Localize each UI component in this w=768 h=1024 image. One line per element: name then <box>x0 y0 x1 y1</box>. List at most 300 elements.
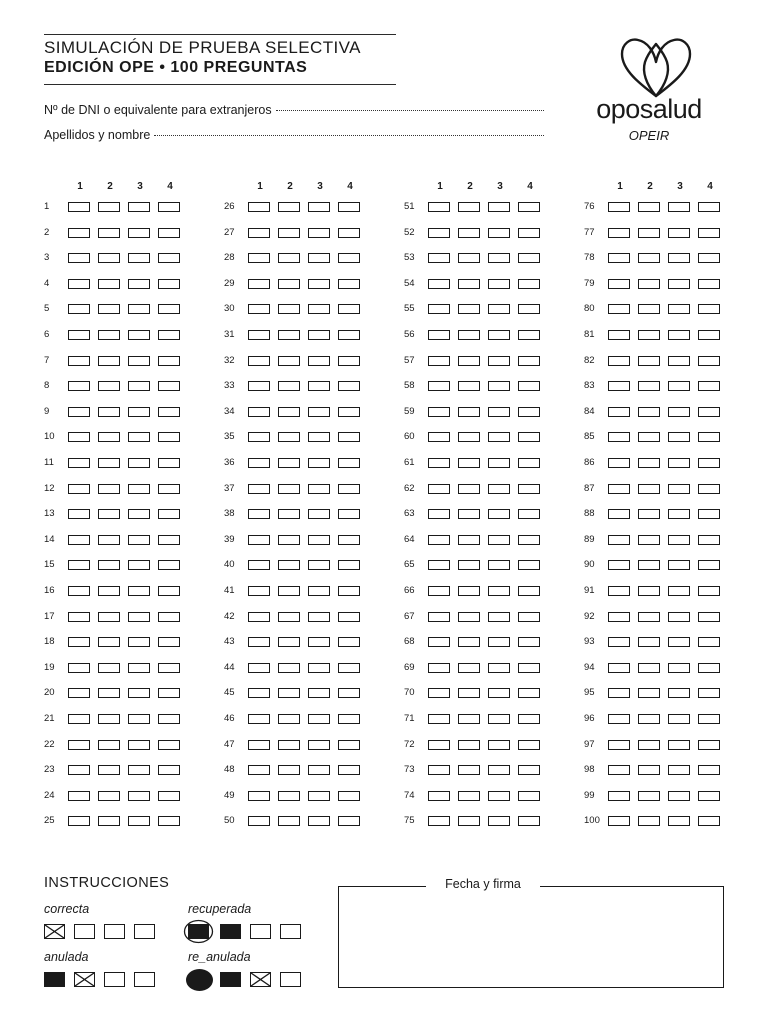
answer-box[interactable] <box>308 304 330 314</box>
answer-box[interactable] <box>338 816 360 826</box>
answer-box[interactable] <box>608 228 630 238</box>
answer-box[interactable] <box>428 253 450 263</box>
answer-box[interactable] <box>698 202 720 212</box>
answer-box[interactable] <box>248 330 270 340</box>
answer-box[interactable] <box>248 304 270 314</box>
answer-box[interactable] <box>338 228 360 238</box>
answer-box[interactable] <box>458 816 480 826</box>
answer-box[interactable] <box>338 509 360 519</box>
answer-box[interactable] <box>608 765 630 775</box>
answer-box[interactable] <box>518 330 540 340</box>
answer-box[interactable] <box>458 484 480 494</box>
answer-box[interactable] <box>458 586 480 596</box>
answer-box[interactable] <box>128 228 150 238</box>
answer-box[interactable] <box>308 484 330 494</box>
answer-box[interactable] <box>128 381 150 391</box>
answer-box[interactable] <box>338 304 360 314</box>
name-field[interactable] <box>44 128 544 142</box>
answer-box[interactable] <box>488 228 510 238</box>
answer-box[interactable] <box>638 279 660 289</box>
answer-box[interactable] <box>488 816 510 826</box>
answer-box[interactable] <box>458 560 480 570</box>
answer-box[interactable] <box>98 228 120 238</box>
answer-box[interactable] <box>158 740 180 750</box>
answer-box[interactable] <box>488 637 510 647</box>
answer-box[interactable] <box>638 714 660 724</box>
answer-box[interactable] <box>668 688 690 698</box>
answer-box[interactable] <box>128 356 150 366</box>
answer-box[interactable] <box>158 330 180 340</box>
answer-box[interactable] <box>338 714 360 724</box>
answer-box[interactable] <box>638 586 660 596</box>
answer-box[interactable] <box>308 330 330 340</box>
answer-box[interactable] <box>98 714 120 724</box>
answer-box[interactable] <box>338 791 360 801</box>
answer-box[interactable] <box>338 663 360 673</box>
answer-box[interactable] <box>278 304 300 314</box>
answer-box[interactable] <box>308 509 330 519</box>
answer-box[interactable] <box>608 637 630 647</box>
answer-box[interactable] <box>638 407 660 417</box>
answer-box[interactable] <box>458 637 480 647</box>
answer-box[interactable] <box>488 535 510 545</box>
answer-box[interactable] <box>308 279 330 289</box>
answer-box[interactable] <box>428 279 450 289</box>
answer-box[interactable] <box>158 663 180 673</box>
answer-box[interactable] <box>518 714 540 724</box>
answer-box[interactable] <box>488 586 510 596</box>
signature-box[interactable] <box>338 886 724 988</box>
answer-box[interactable] <box>638 816 660 826</box>
answer-box[interactable] <box>458 791 480 801</box>
answer-box[interactable] <box>308 458 330 468</box>
answer-box[interactable] <box>638 484 660 494</box>
answer-box[interactable] <box>248 740 270 750</box>
answer-box[interactable] <box>338 202 360 212</box>
answer-box[interactable] <box>308 202 330 212</box>
answer-box[interactable] <box>308 586 330 596</box>
answer-box[interactable] <box>158 637 180 647</box>
answer-box[interactable] <box>158 304 180 314</box>
answer-box[interactable] <box>608 714 630 724</box>
answer-box[interactable] <box>68 279 90 289</box>
answer-box[interactable] <box>338 765 360 775</box>
answer-box[interactable] <box>608 356 630 366</box>
answer-box[interactable] <box>428 304 450 314</box>
answer-box[interactable] <box>248 714 270 724</box>
answer-box[interactable] <box>668 279 690 289</box>
answer-box[interactable] <box>278 458 300 468</box>
answer-box[interactable] <box>278 663 300 673</box>
answer-box[interactable] <box>698 612 720 622</box>
answer-box[interactable] <box>518 688 540 698</box>
answer-box[interactable] <box>278 714 300 724</box>
answer-box[interactable] <box>698 432 720 442</box>
answer-box[interactable] <box>518 560 540 570</box>
answer-box[interactable] <box>338 560 360 570</box>
answer-box[interactable] <box>308 663 330 673</box>
answer-box[interactable] <box>668 253 690 263</box>
answer-box[interactable] <box>128 330 150 340</box>
answer-box[interactable] <box>428 714 450 724</box>
answer-box[interactable] <box>698 356 720 366</box>
answer-box[interactable] <box>158 407 180 417</box>
answer-box[interactable] <box>248 509 270 519</box>
answer-box[interactable] <box>698 637 720 647</box>
answer-box[interactable] <box>338 637 360 647</box>
answer-box[interactable] <box>308 791 330 801</box>
answer-box[interactable] <box>248 586 270 596</box>
answer-box[interactable] <box>128 637 150 647</box>
answer-box[interactable] <box>608 612 630 622</box>
answer-box[interactable] <box>428 407 450 417</box>
answer-box[interactable] <box>98 688 120 698</box>
answer-box[interactable] <box>518 228 540 238</box>
answer-box[interactable] <box>608 304 630 314</box>
answer-box[interactable] <box>668 637 690 647</box>
answer-box[interactable] <box>68 560 90 570</box>
answer-box[interactable] <box>698 791 720 801</box>
answer-box[interactable] <box>638 381 660 391</box>
answer-box[interactable] <box>668 740 690 750</box>
answer-box[interactable] <box>638 202 660 212</box>
answer-box[interactable] <box>308 407 330 417</box>
answer-box[interactable] <box>518 765 540 775</box>
answer-box[interactable] <box>158 560 180 570</box>
answer-box[interactable] <box>638 637 660 647</box>
answer-box[interactable] <box>98 586 120 596</box>
answer-box[interactable] <box>68 202 90 212</box>
answer-box[interactable] <box>158 535 180 545</box>
answer-box[interactable] <box>608 688 630 698</box>
answer-box[interactable] <box>668 407 690 417</box>
answer-box[interactable] <box>518 740 540 750</box>
answer-box[interactable] <box>308 432 330 442</box>
answer-box[interactable] <box>98 816 120 826</box>
answer-box[interactable] <box>128 688 150 698</box>
answer-box[interactable] <box>608 330 630 340</box>
answer-box[interactable] <box>68 586 90 596</box>
answer-box[interactable] <box>698 304 720 314</box>
answer-box[interactable] <box>68 509 90 519</box>
answer-box[interactable] <box>428 228 450 238</box>
answer-box[interactable] <box>638 560 660 570</box>
answer-box[interactable] <box>68 663 90 673</box>
answer-box[interactable] <box>428 663 450 673</box>
answer-box[interactable] <box>338 407 360 417</box>
answer-box[interactable] <box>608 740 630 750</box>
dni-field[interactable] <box>44 103 544 117</box>
answer-box[interactable] <box>128 816 150 826</box>
answer-box[interactable] <box>698 765 720 775</box>
answer-box[interactable] <box>668 484 690 494</box>
answer-box[interactable] <box>68 330 90 340</box>
answer-box[interactable] <box>308 356 330 366</box>
answer-box[interactable] <box>68 304 90 314</box>
answer-box[interactable] <box>278 586 300 596</box>
answer-box[interactable] <box>698 714 720 724</box>
answer-box[interactable] <box>668 765 690 775</box>
answer-box[interactable] <box>68 791 90 801</box>
answer-box[interactable] <box>248 791 270 801</box>
answer-box[interactable] <box>518 304 540 314</box>
answer-box[interactable] <box>98 484 120 494</box>
answer-box[interactable] <box>308 740 330 750</box>
answer-box[interactable] <box>488 688 510 698</box>
answer-box[interactable] <box>308 381 330 391</box>
answer-box[interactable] <box>458 407 480 417</box>
answer-box[interactable] <box>158 458 180 468</box>
answer-box[interactable] <box>458 432 480 442</box>
answer-box[interactable] <box>668 586 690 596</box>
answer-box[interactable] <box>308 253 330 263</box>
answer-box[interactable] <box>278 612 300 622</box>
answer-box[interactable] <box>518 253 540 263</box>
answer-box[interactable] <box>98 663 120 673</box>
answer-box[interactable] <box>98 791 120 801</box>
answer-box[interactable] <box>68 407 90 417</box>
answer-box[interactable] <box>428 458 450 468</box>
answer-box[interactable] <box>128 202 150 212</box>
answer-box[interactable] <box>128 432 150 442</box>
answer-box[interactable] <box>308 714 330 724</box>
answer-box[interactable] <box>68 484 90 494</box>
answer-box[interactable] <box>68 458 90 468</box>
answer-box[interactable] <box>128 765 150 775</box>
answer-box[interactable] <box>68 253 90 263</box>
answer-box[interactable] <box>128 714 150 724</box>
answer-box[interactable] <box>68 381 90 391</box>
answer-box[interactable] <box>158 586 180 596</box>
answer-box[interactable] <box>488 509 510 519</box>
answer-box[interactable] <box>638 432 660 442</box>
answer-box[interactable] <box>608 381 630 391</box>
answer-box[interactable] <box>458 458 480 468</box>
answer-box[interactable] <box>428 765 450 775</box>
answer-box[interactable] <box>158 688 180 698</box>
answer-box[interactable] <box>338 688 360 698</box>
answer-box[interactable] <box>488 560 510 570</box>
answer-box[interactable] <box>128 484 150 494</box>
answer-box[interactable] <box>338 612 360 622</box>
answer-box[interactable] <box>698 560 720 570</box>
answer-box[interactable] <box>458 381 480 391</box>
answer-box[interactable] <box>158 816 180 826</box>
answer-box[interactable] <box>278 279 300 289</box>
answer-box[interactable] <box>698 816 720 826</box>
answer-box[interactable] <box>608 791 630 801</box>
answer-box[interactable] <box>68 765 90 775</box>
answer-box[interactable] <box>68 740 90 750</box>
answer-box[interactable] <box>638 228 660 238</box>
answer-box[interactable] <box>638 304 660 314</box>
answer-box[interactable] <box>98 356 120 366</box>
answer-box[interactable] <box>338 381 360 391</box>
answer-box[interactable] <box>428 509 450 519</box>
answer-box[interactable] <box>458 253 480 263</box>
answer-box[interactable] <box>638 356 660 366</box>
answer-box[interactable] <box>128 535 150 545</box>
answer-box[interactable] <box>698 740 720 750</box>
answer-box[interactable] <box>668 381 690 391</box>
answer-box[interactable] <box>68 714 90 724</box>
answer-box[interactable] <box>638 612 660 622</box>
answer-box[interactable] <box>248 765 270 775</box>
answer-box[interactable] <box>638 330 660 340</box>
answer-box[interactable] <box>668 535 690 545</box>
answer-box[interactable] <box>248 688 270 698</box>
answer-box[interactable] <box>698 535 720 545</box>
answer-box[interactable] <box>98 381 120 391</box>
answer-box[interactable] <box>308 637 330 647</box>
answer-box[interactable] <box>698 407 720 417</box>
answer-box[interactable] <box>638 663 660 673</box>
answer-box[interactable] <box>248 535 270 545</box>
answer-box[interactable] <box>518 381 540 391</box>
answer-box[interactable] <box>308 228 330 238</box>
answer-box[interactable] <box>458 202 480 212</box>
answer-box[interactable] <box>488 253 510 263</box>
answer-box[interactable] <box>668 560 690 570</box>
answer-box[interactable] <box>128 253 150 263</box>
answer-box[interactable] <box>668 458 690 468</box>
answer-box[interactable] <box>458 509 480 519</box>
answer-box[interactable] <box>608 509 630 519</box>
answer-box[interactable] <box>68 816 90 826</box>
answer-box[interactable] <box>518 432 540 442</box>
answer-box[interactable] <box>278 484 300 494</box>
answer-box[interactable] <box>98 765 120 775</box>
answer-box[interactable] <box>98 304 120 314</box>
answer-box[interactable] <box>98 560 120 570</box>
answer-box[interactable] <box>248 432 270 442</box>
answer-box[interactable] <box>278 816 300 826</box>
answer-box[interactable] <box>518 791 540 801</box>
answer-box[interactable] <box>668 304 690 314</box>
answer-box[interactable] <box>458 612 480 622</box>
answer-box[interactable] <box>428 740 450 750</box>
answer-box[interactable] <box>668 509 690 519</box>
answer-box[interactable] <box>248 407 270 417</box>
answer-box[interactable] <box>698 688 720 698</box>
answer-box[interactable] <box>128 740 150 750</box>
answer-box[interactable] <box>668 432 690 442</box>
answer-box[interactable] <box>128 509 150 519</box>
answer-box[interactable] <box>518 484 540 494</box>
answer-box[interactable] <box>488 484 510 494</box>
answer-box[interactable] <box>608 560 630 570</box>
answer-box[interactable] <box>698 458 720 468</box>
answer-box[interactable] <box>488 612 510 622</box>
answer-box[interactable] <box>428 791 450 801</box>
answer-box[interactable] <box>428 356 450 366</box>
answer-box[interactable] <box>668 356 690 366</box>
answer-box[interactable] <box>248 560 270 570</box>
answer-box[interactable] <box>248 663 270 673</box>
answer-box[interactable] <box>458 330 480 340</box>
answer-box[interactable] <box>608 535 630 545</box>
answer-box[interactable] <box>518 356 540 366</box>
answer-box[interactable] <box>128 560 150 570</box>
answer-box[interactable] <box>158 791 180 801</box>
answer-box[interactable] <box>338 535 360 545</box>
answer-box[interactable] <box>608 586 630 596</box>
answer-box[interactable] <box>428 535 450 545</box>
answer-box[interactable] <box>638 765 660 775</box>
answer-box[interactable] <box>98 637 120 647</box>
answer-box[interactable] <box>518 637 540 647</box>
answer-box[interactable] <box>458 688 480 698</box>
answer-box[interactable] <box>308 535 330 545</box>
answer-box[interactable] <box>428 586 450 596</box>
answer-box[interactable] <box>338 356 360 366</box>
answer-box[interactable] <box>488 202 510 212</box>
answer-box[interactable] <box>608 484 630 494</box>
answer-box[interactable] <box>128 458 150 468</box>
answer-box[interactable] <box>428 816 450 826</box>
answer-box[interactable] <box>68 432 90 442</box>
answer-box[interactable] <box>608 432 630 442</box>
answer-box[interactable] <box>698 484 720 494</box>
answer-box[interactable] <box>98 330 120 340</box>
answer-box[interactable] <box>518 535 540 545</box>
answer-box[interactable] <box>158 202 180 212</box>
answer-box[interactable] <box>98 279 120 289</box>
answer-box[interactable] <box>338 458 360 468</box>
answer-box[interactable] <box>308 688 330 698</box>
answer-box[interactable] <box>248 202 270 212</box>
answer-box[interactable] <box>128 663 150 673</box>
answer-box[interactable] <box>158 509 180 519</box>
answer-box[interactable] <box>428 484 450 494</box>
answer-box[interactable] <box>668 816 690 826</box>
answer-box[interactable] <box>98 432 120 442</box>
answer-box[interactable] <box>518 407 540 417</box>
answer-box[interactable] <box>248 637 270 647</box>
answer-box[interactable] <box>128 279 150 289</box>
answer-box[interactable] <box>338 253 360 263</box>
answer-box[interactable] <box>518 202 540 212</box>
answer-box[interactable] <box>248 816 270 826</box>
answer-box[interactable] <box>248 612 270 622</box>
answer-box[interactable] <box>608 407 630 417</box>
answer-box[interactable] <box>698 586 720 596</box>
answer-box[interactable] <box>638 458 660 468</box>
answer-box[interactable] <box>248 458 270 468</box>
answer-box[interactable] <box>608 253 630 263</box>
answer-box[interactable] <box>638 791 660 801</box>
answer-box[interactable] <box>698 330 720 340</box>
answer-box[interactable] <box>248 381 270 391</box>
answer-box[interactable] <box>248 228 270 238</box>
answer-box[interactable] <box>608 279 630 289</box>
answer-box[interactable] <box>638 535 660 545</box>
answer-box[interactable] <box>428 688 450 698</box>
answer-box[interactable] <box>488 791 510 801</box>
answer-box[interactable] <box>668 663 690 673</box>
answer-box[interactable] <box>248 253 270 263</box>
answer-box[interactable] <box>488 407 510 417</box>
answer-box[interactable] <box>128 791 150 801</box>
answer-box[interactable] <box>158 381 180 391</box>
answer-box[interactable] <box>698 509 720 519</box>
answer-box[interactable] <box>158 228 180 238</box>
answer-box[interactable] <box>488 279 510 289</box>
answer-box[interactable] <box>638 740 660 750</box>
answer-box[interactable] <box>638 688 660 698</box>
answer-box[interactable] <box>278 560 300 570</box>
answer-box[interactable] <box>158 253 180 263</box>
